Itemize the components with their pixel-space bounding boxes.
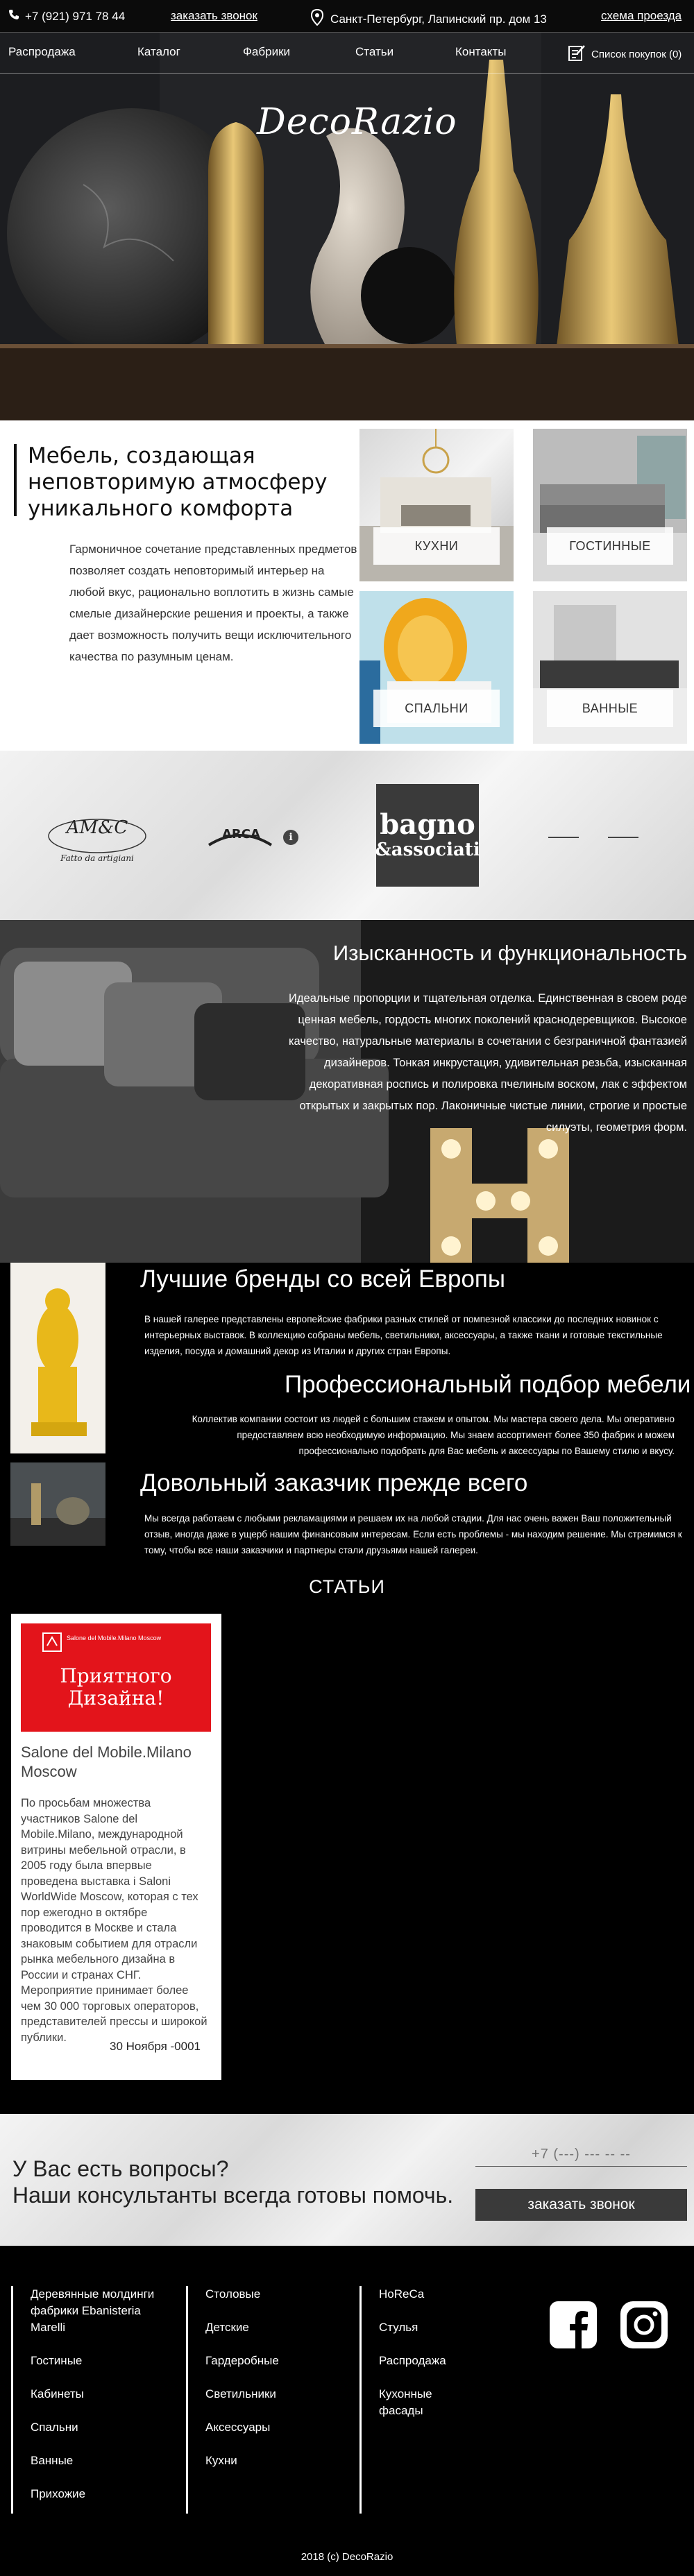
- intro-section: [0, 420, 694, 751]
- nav-item-articles[interactable]: Статьи: [355, 45, 394, 58]
- shopping-list-button[interactable]: [568, 44, 682, 65]
- footer-link-moldings[interactable]: Деревянные молдинги фабрики Ebanisteria Marelli: [31, 2287, 155, 2334]
- intro-lead-text: Гармоничное сочетание представленных предметов позволяет создать неповторимый интерьер на любой вкус, рационально воплотить в жизнь самые смелые дизайнерские решения и проекты, а также дает возможность получить вещи исключительного качества по разумным ценам.: [69, 543, 357, 663]
- nav-item-sale[interactable]: Распродажа: [8, 45, 76, 58]
- feature-text-brands: В нашей галерее представлены европейские фабрики разных стилей от помпезной классики до последних новинок с интерьерных выставок. В коллекцию собраны мебель, светильники, аксессуары, а также ткани и готовые текстильные изделия, посуда и домашний декор из Италии и других стран Европы.: [144, 1314, 663, 1356]
- feature-title-selection: Профессиональный подбор мебели: [285, 1371, 691, 1398]
- category-tile-bedrooms[interactable]: [359, 591, 514, 744]
- brand-logo-amc[interactable]: [42, 805, 153, 867]
- main-nav: [0, 33, 694, 74]
- callback-link[interactable]: заказать звонок: [171, 9, 257, 22]
- footer-link-offices[interactable]: Кабинеты: [31, 2387, 84, 2400]
- footer-link-hallways[interactable]: Прихожие: [31, 2487, 86, 2500]
- hero-logo: DecoRazio: [257, 101, 457, 143]
- brand-logo-bagno[interactable]: [376, 784, 479, 887]
- phone-input[interactable]: [475, 2143, 687, 2167]
- footer-link-dining[interactable]: Столовые: [205, 2287, 261, 2301]
- feature-image-decor: [10, 1462, 105, 1546]
- tile-label-living-rooms[interactable]: ГОСТИННЫЕ: [547, 527, 673, 565]
- contact-section: [0, 2114, 694, 2246]
- footer-divider: [186, 2286, 188, 2514]
- amc-tagline: Fatto da artigiani: [60, 853, 134, 863]
- bagno-logo-line1: bagno: [380, 808, 475, 841]
- footer-link-wardrobes[interactable]: Гардеробные: [205, 2354, 279, 2367]
- request-callback-button[interactable]: заказать звонок: [475, 2189, 687, 2221]
- nav-item-catalog[interactable]: Каталог: [137, 45, 180, 58]
- nav-divider: [0, 73, 694, 74]
- footer-link-chairs[interactable]: Стулья: [379, 2321, 418, 2334]
- footer-link-bedrooms[interactable]: Спальни: [31, 2421, 78, 2434]
- brand-logo-arca[interactable]: [205, 814, 323, 863]
- footer: [0, 2246, 694, 2576]
- nav-item-factories[interactable]: Фабрики: [243, 45, 290, 58]
- category-tile-kitchens[interactable]: [359, 429, 514, 581]
- bagno-logo-line2: &associati: [375, 839, 480, 860]
- footer-link-kitchen-facades[interactable]: Кухонные фасады: [379, 2387, 432, 2417]
- salone-logo-icon: [42, 1632, 62, 1653]
- contact-question-line1: У Вас есть вопросы?: [12, 2156, 229, 2181]
- address-block: [311, 9, 547, 29]
- footer-divider: [11, 2286, 13, 2514]
- route-scheme-link[interactable]: схема проезда: [601, 9, 682, 22]
- contact-question-line2: Наши консультанты всегда готовы помочь.: [12, 2183, 454, 2208]
- contact-question: [12, 2156, 453, 2208]
- phone-icon: [8, 9, 19, 24]
- brands-strip: [0, 751, 694, 920]
- article-date: 30 Ноября -0001: [110, 2040, 201, 2053]
- article-image-caption: Salone del Mobile.Milano Moscow: [67, 1635, 162, 1641]
- copyright: 2018 (c) DecoRazio: [301, 2551, 393, 2563]
- arca-info-icon: ℹ: [283, 830, 298, 845]
- article-image-slogan: Приятного Дизайна!: [60, 1664, 172, 1709]
- article-card[interactable]: [11, 1614, 221, 2080]
- article-image[interactable]: [21, 1623, 211, 1732]
- category-tile-living-rooms[interactable]: [533, 429, 687, 581]
- intro-title: Мебель, создающая неповторимую атмосферу уникального комфорта: [28, 443, 328, 521]
- footer-link-kitchens[interactable]: Кухни: [205, 2454, 237, 2467]
- article-title[interactable]: Salone del Mobile.Milano Moscow: [21, 1743, 192, 1780]
- footer-link-sale[interactable]: Распродажа: [379, 2354, 446, 2367]
- hero-banner: [0, 32, 694, 420]
- tile-label-bathrooms[interactable]: ВАННЫЕ: [547, 690, 673, 727]
- footer-link-horeca[interactable]: HoReCa: [379, 2287, 425, 2301]
- instagram-icon[interactable]: [620, 2301, 668, 2348]
- footer-link-living-rooms[interactable]: Гостиные: [31, 2354, 83, 2367]
- nav-item-contacts[interactable]: Контакты: [455, 45, 507, 58]
- facebook-icon[interactable]: [550, 2301, 597, 2348]
- hero-vases-image: [0, 32, 694, 420]
- arca-logo-text: ARCA: [222, 827, 260, 842]
- feature-image-statue: [10, 1263, 105, 1453]
- articles-heading: СТАТЬИ: [309, 1576, 385, 1597]
- phone-number[interactable]: +7 (921) 971 78 44: [25, 9, 126, 23]
- footer-link-accessories[interactable]: Аксессуары: [205, 2421, 271, 2434]
- category-tile-bathrooms[interactable]: [533, 591, 687, 744]
- footer-link-kids[interactable]: Детские: [205, 2321, 249, 2334]
- feature-text-selection: Коллектив компании состоит из людей с большим стажем и опытом. Мы мастера своего дела. Мы оперативно предоставляем всю необходимую информацию. Мы знаем ассортимент более 350 фабрик и можем профессионально подобрать для Вас мебель и аксессуары по Вашему стилю и вкусу.: [192, 1414, 675, 1456]
- quality-title: Изысканность и функциональность: [332, 941, 687, 965]
- quality-section: [0, 920, 694, 1263]
- quality-text: Идеальные пропорции и тщательная отделка. Единственная в своем роде ценная мебель, гордость многих поколений краснодеревщиков. Высокое качество, натуральные материалы в сочетании с безграничной фантазией дизайнеров. Тонкая инкрустация, удивительная резьба, изысканная декоративная роспись и полировка пчелиным воском, лак с эффектом открытых и закрытых пор. Лаконичные чистые линии, строгие и простые силуэты, геометрия форм.: [288, 992, 687, 1134]
- feature-text-customer: Мы всегда работаем с любыми рекламациями и решаем их на любой стадии. Для нас очень важен Ваш положительный отзыв, иногда даже в ущерб нашим финансовым интересам. Если есть проблемы - мы находим решение. Мы стремимся к тому, чтобы все наши заказчики и партнеры стали друзьями нашей галереи.: [144, 1513, 682, 1555]
- footer-link-lighting[interactable]: Светильники: [205, 2387, 276, 2400]
- phone-block[interactable]: [8, 9, 125, 24]
- feature-title-brands: Лучшие бренды со всей Европы: [140, 1265, 506, 1293]
- carousel-dot-1[interactable]: [548, 837, 579, 838]
- carousel-dot-2[interactable]: [608, 837, 638, 838]
- shopping-list-label[interactable]: Список покупок (0): [591, 48, 682, 60]
- article-excerpt: По просьбам множества участников Salone del Mobile.Milano, международной витрины мебельной отрасли, в 2005 году была впервые проведена выставка i Saloni WorldWide Moscow, которая с тех пор ежегодно в октябре проводится в Москве и стала знаковым событием для отрасли рынка мебельного дизайна в России и странах СНГ. Мероприятие принимает более чем 30 000 торговых операторов, представителей прессы и широкой публики.: [21, 1797, 208, 2044]
- features-section: [0, 1263, 694, 1555]
- tile-label-kitchens[interactable]: КУХНИ: [373, 527, 500, 565]
- amc-logo-text: AM&C: [66, 817, 128, 838]
- address-text: Санкт-Петербург, Лапинский пр. дом 13: [330, 12, 547, 26]
- footer-divider: [359, 2286, 362, 2514]
- shopping-list-icon: [568, 44, 586, 65]
- tile-label-bedrooms[interactable]: СПАЛЬНИ: [373, 690, 500, 727]
- title-accent-bar: [14, 444, 17, 516]
- feature-title-customer: Довольный заказчик прежде всего: [140, 1469, 528, 1496]
- footer-link-bathrooms[interactable]: Ванные: [31, 2454, 74, 2467]
- top-bar: [0, 0, 694, 32]
- location-pin-icon: [311, 9, 323, 29]
